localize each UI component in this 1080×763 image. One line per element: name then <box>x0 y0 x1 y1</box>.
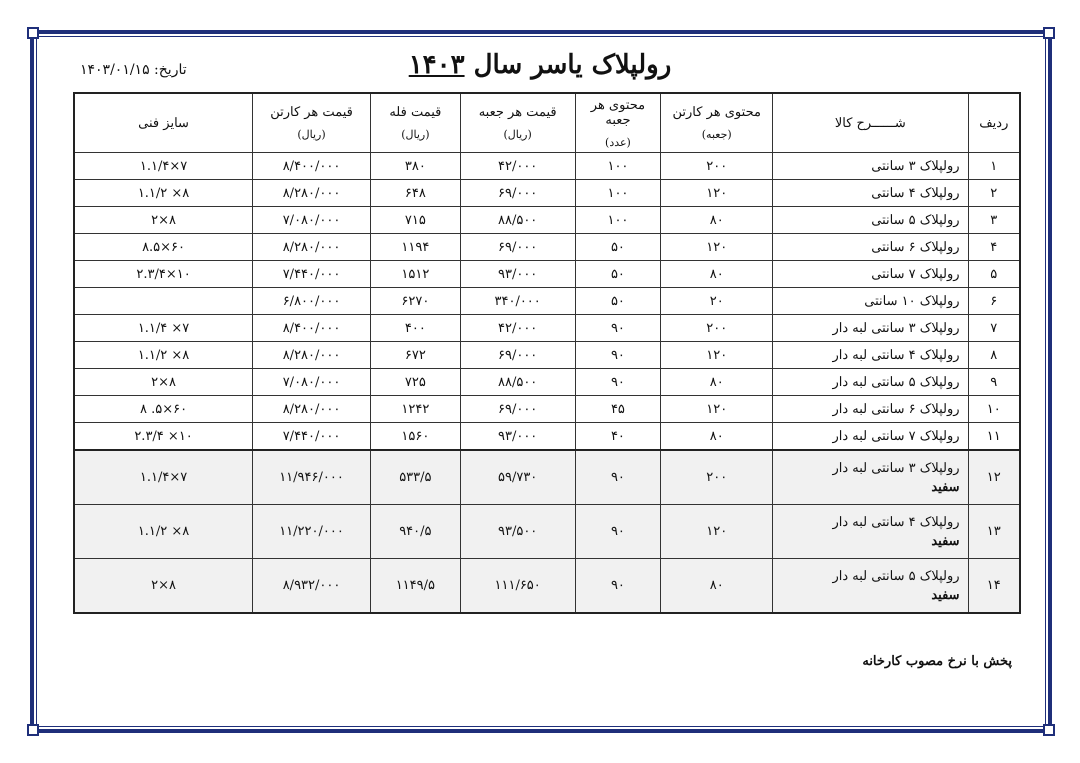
column-header-label: سایز فنی <box>138 115 189 131</box>
frame-corner-ornament <box>1043 27 1055 39</box>
description-text: رولپلاک ۴ سانتی لبه دار <box>832 514 960 530</box>
frame-corner-ornament <box>27 27 39 39</box>
description-text: رولپلاک ۶ سانتی لبه دار <box>832 401 960 417</box>
table-row <box>74 261 1020 288</box>
column-header-label: قیمت هر کارتن <box>270 105 353 120</box>
row-number-cell: ۸ <box>968 342 1020 369</box>
row-number-cell: ۴ <box>968 234 1020 261</box>
column-header-unit: (ریال) <box>503 128 532 141</box>
table-row <box>74 396 1020 423</box>
description-cell <box>773 153 968 180</box>
column-header <box>773 93 968 153</box>
table-row <box>74 153 1020 180</box>
per-box-cell: ۱۰۰ <box>575 180 661 207</box>
description-cell <box>773 288 968 315</box>
per-box-cell: ۴۰ <box>575 423 661 451</box>
table-row <box>74 315 1020 342</box>
table-row <box>74 505 1020 559</box>
per-carton-cell: ۱۲۰ <box>661 396 773 423</box>
description-text: رولپلاک ۷ سانتی لبه دار <box>832 428 960 444</box>
per-box-cell: ۹۰ <box>575 559 661 614</box>
per-carton-cell: ۸۰ <box>661 423 773 451</box>
per-carton-cell: ۲۰۰ <box>661 450 773 505</box>
size-cell: ۲×۸ <box>74 369 253 396</box>
price-table <box>73 92 1021 614</box>
description-text: رولپلاک ۴ سانتی لبه دار <box>832 347 960 363</box>
per-carton-cell: ۲۰۰ <box>661 153 773 180</box>
bulk-price-cell: ۴۰۰ <box>370 315 460 342</box>
carton-price-cell: ۷/۰۸۰/۰۰۰ <box>253 207 371 234</box>
carton-price-cell: ۸/۴۰۰/۰۰۰ <box>253 153 371 180</box>
row-number-cell: ۷ <box>968 315 1020 342</box>
description-cell <box>773 396 968 423</box>
per-carton-cell: ۲۰۰ <box>661 315 773 342</box>
description-text: رولپلاک ۳ سانتی لبه دار <box>832 320 960 336</box>
per-box-cell: ۹۰ <box>575 450 661 505</box>
size-cell: ۱.۱/۴×۷ <box>74 450 253 505</box>
description-cell <box>773 342 968 369</box>
description-text: رولپلاک ۱۰ سانتی <box>864 293 960 309</box>
table-row <box>74 559 1020 614</box>
box-price-cell: ۴۲/۰۰۰ <box>460 153 575 180</box>
carton-price-cell: ۸/۹۳۲/۰۰۰ <box>253 559 371 614</box>
row-number-cell: ۱ <box>968 153 1020 180</box>
bulk-price-cell: ۱۵۶۰ <box>370 423 460 451</box>
box-price-cell: ۸۸/۵۰۰ <box>460 369 575 396</box>
bulk-price-cell: ۱۱۹۴ <box>370 234 460 261</box>
size-cell: ۲.۳/۴×۱۰ <box>74 261 253 288</box>
box-price-cell: ۹۳/۵۰۰ <box>460 505 575 559</box>
bulk-price-cell: ۶۴۸ <box>370 180 460 207</box>
carton-price-cell: ۸/۴۰۰/۰۰۰ <box>253 315 371 342</box>
table-row <box>74 180 1020 207</box>
column-header-label: ردیف <box>979 115 1009 131</box>
carton-price-cell: ۸/۲۸۰/۰۰۰ <box>253 234 371 261</box>
carton-price-cell: ۷/۴۴۰/۰۰۰ <box>253 261 371 288</box>
description-cell <box>773 234 968 261</box>
box-price-cell: ۴۲/۰۰۰ <box>460 315 575 342</box>
date-line <box>80 62 187 78</box>
title-prefix: رولپلاک یاسر سال <box>473 50 672 80</box>
row-number-cell: ۹ <box>968 369 1020 396</box>
frame-corner-ornament <box>27 724 39 736</box>
size-cell: ۲×۸ <box>74 559 253 614</box>
description-variant: سفید <box>931 479 960 495</box>
size-cell: ۱.۱/۴×۷ <box>74 153 253 180</box>
carton-price-cell: ۸/۲۸۰/۰۰۰ <box>253 342 371 369</box>
box-price-cell: ۵۹/۷۳۰ <box>460 450 575 505</box>
carton-price-cell: ۱۱/۲۲۰/۰۰۰ <box>253 505 371 559</box>
column-header-label: قیمت هر جعبه <box>478 105 557 120</box>
row-number-cell: ۶ <box>968 288 1020 315</box>
bulk-price-cell: ۱۵۱۲ <box>370 261 460 288</box>
table-row <box>74 369 1020 396</box>
per-carton-cell: ۱۲۰ <box>661 180 773 207</box>
description-text: رولپلاک ۳ سانتی <box>871 158 960 174</box>
column-header <box>575 93 661 153</box>
description-text: رولپلاک ۵ سانتی لبه دار <box>832 374 960 390</box>
column-header <box>253 93 371 153</box>
per-carton-cell: ۱۲۰ <box>661 234 773 261</box>
per-carton-cell: ۱۲۰ <box>661 342 773 369</box>
size-cell: ۱.۱/۲ ×۸ <box>74 342 253 369</box>
per-carton-cell: ۸۰ <box>661 261 773 288</box>
description-text: رولپلاک ۵ سانتی <box>871 212 960 228</box>
size-cell: ۲.۳/۴ ×۱۰ <box>74 423 253 451</box>
bulk-price-cell: ۵۳۳/۵ <box>370 450 460 505</box>
description-cell <box>773 315 968 342</box>
date-label: تاریخ: <box>154 62 187 78</box>
carton-price-cell: ۱۱/۹۴۶/۰۰۰ <box>253 450 371 505</box>
description-variant: سفید <box>931 533 960 549</box>
table-row <box>74 288 1020 315</box>
row-number-cell: ۱۱ <box>968 423 1020 451</box>
per-carton-cell: ۲۰ <box>661 288 773 315</box>
size-cell: ۸.۵×۶۰ <box>74 234 253 261</box>
size-cell: ۸ .۵×۶۰ <box>74 396 253 423</box>
per-carton-cell: ۸۰ <box>661 559 773 614</box>
description-cell <box>773 261 968 288</box>
column-header <box>968 93 1020 153</box>
date-value: ۱۴۰۳/۰۱/۱۵ <box>80 62 150 78</box>
per-box-cell: ۱۰۰ <box>575 207 661 234</box>
title-year: ۱۴۰۳ <box>408 50 465 80</box>
box-price-cell: ۳۴۰/۰۰۰ <box>460 288 575 315</box>
row-number-cell: ۳ <box>968 207 1020 234</box>
carton-price-cell: ۷/۴۴۰/۰۰۰ <box>253 423 371 451</box>
bulk-price-cell: ۱۲۴۲ <box>370 396 460 423</box>
box-price-cell: ۹۳/۰۰۰ <box>460 261 575 288</box>
table-header-row <box>74 93 1020 153</box>
per-box-cell: ۹۰ <box>575 505 661 559</box>
per-box-cell: ۴۵ <box>575 396 661 423</box>
description-cell <box>773 207 968 234</box>
footer-note: پخش با نرخ مصوب کارخانه <box>862 654 1012 669</box>
table-row <box>74 423 1020 451</box>
box-price-cell: ۶۹/۰۰۰ <box>460 342 575 369</box>
bulk-price-cell: ۷۲۵ <box>370 369 460 396</box>
table-row <box>74 234 1020 261</box>
description-text: رولپلاک ۵ سانتی لبه دار <box>832 568 960 584</box>
size-cell: ۱.۱/۲ ×۸ <box>74 505 253 559</box>
row-number-cell: ۱۴ <box>968 559 1020 614</box>
row-number-cell: ۵ <box>968 261 1020 288</box>
carton-price-cell: ۶/۸۰۰/۰۰۰ <box>253 288 371 315</box>
description-cell <box>773 369 968 396</box>
per-box-cell: ۵۰ <box>575 288 661 315</box>
size-cell <box>74 288 253 315</box>
row-number-cell: ۱۲ <box>968 450 1020 505</box>
bulk-price-cell: ۶۷۲ <box>370 342 460 369</box>
per-carton-cell: ۸۰ <box>661 369 773 396</box>
per-box-cell: ۵۰ <box>575 234 661 261</box>
description-cell <box>773 423 968 451</box>
per-carton-cell: ۸۰ <box>661 207 773 234</box>
carton-price-cell: ۸/۲۸۰/۰۰۰ <box>253 180 371 207</box>
table-row <box>74 342 1020 369</box>
bulk-price-cell: ۶۲۷۰ <box>370 288 460 315</box>
carton-price-cell: ۷/۰۸۰/۰۰۰ <box>253 369 371 396</box>
column-header <box>460 93 575 153</box>
description-text: رولپلاک ۷ سانتی <box>871 266 960 282</box>
description-variant: سفید <box>931 587 960 603</box>
table-row <box>74 207 1020 234</box>
bulk-price-cell: ۱۱۴۹/۵ <box>370 559 460 614</box>
box-price-cell: ۶۹/۰۰۰ <box>460 396 575 423</box>
column-header <box>661 93 773 153</box>
column-header-label: محتوی هر کارتن <box>672 105 761 120</box>
table-body <box>74 153 1020 614</box>
box-price-cell: ۶۹/۰۰۰ <box>460 180 575 207</box>
size-cell: ۱.۱/۲ ×۸ <box>74 180 253 207</box>
description-text: رولپلاک ۴ سانتی <box>871 185 960 201</box>
box-price-cell: ۶۹/۰۰۰ <box>460 234 575 261</box>
column-header-unit: (ریال) <box>297 128 326 141</box>
column-header-unit: (جعبه) <box>701 128 732 141</box>
box-price-cell: ۹۳/۰۰۰ <box>460 423 575 451</box>
per-box-cell: ۹۰ <box>575 315 661 342</box>
bulk-price-cell: ۷۱۵ <box>370 207 460 234</box>
description-cell <box>773 505 968 559</box>
frame-corner-ornament <box>1043 724 1055 736</box>
column-header-label: محتوی هر جعبه <box>590 97 646 128</box>
table-row <box>74 450 1020 505</box>
column-header-unit: (عدد) <box>605 135 631 149</box>
column-header <box>370 93 460 153</box>
box-price-cell: ۱۱۱/۶۵۰ <box>460 559 575 614</box>
per-box-cell: ۹۰ <box>575 369 661 396</box>
description-cell <box>773 559 968 614</box>
column-header-label: شــــــرح کالا <box>834 115 906 131</box>
row-number-cell: ۱۳ <box>968 505 1020 559</box>
description-text: رولپلاک ۶ سانتی <box>871 239 960 255</box>
carton-price-cell: ۸/۲۸۰/۰۰۰ <box>253 396 371 423</box>
per-box-cell: ۹۰ <box>575 342 661 369</box>
per-box-cell: ۵۰ <box>575 261 661 288</box>
bulk-price-cell: ۹۴۰/۵ <box>370 505 460 559</box>
column-header <box>74 93 253 153</box>
box-price-cell: ۸۸/۵۰۰ <box>460 207 575 234</box>
per-box-cell: ۱۰۰ <box>575 153 661 180</box>
per-carton-cell: ۱۲۰ <box>661 505 773 559</box>
description-cell <box>773 450 968 505</box>
column-header-unit: (ریال) <box>401 128 430 141</box>
bulk-price-cell: ۳۸۰ <box>370 153 460 180</box>
description-cell <box>773 180 968 207</box>
column-header-label: قیمت فله <box>389 105 442 120</box>
size-cell: ۲×۸ <box>74 207 253 234</box>
description-text: رولپلاک ۳ سانتی لبه دار <box>832 460 960 476</box>
size-cell: ۱.۱/۴ ×۷ <box>74 315 253 342</box>
row-number-cell: ۱۰ <box>968 396 1020 423</box>
row-number-cell: ۲ <box>968 180 1020 207</box>
